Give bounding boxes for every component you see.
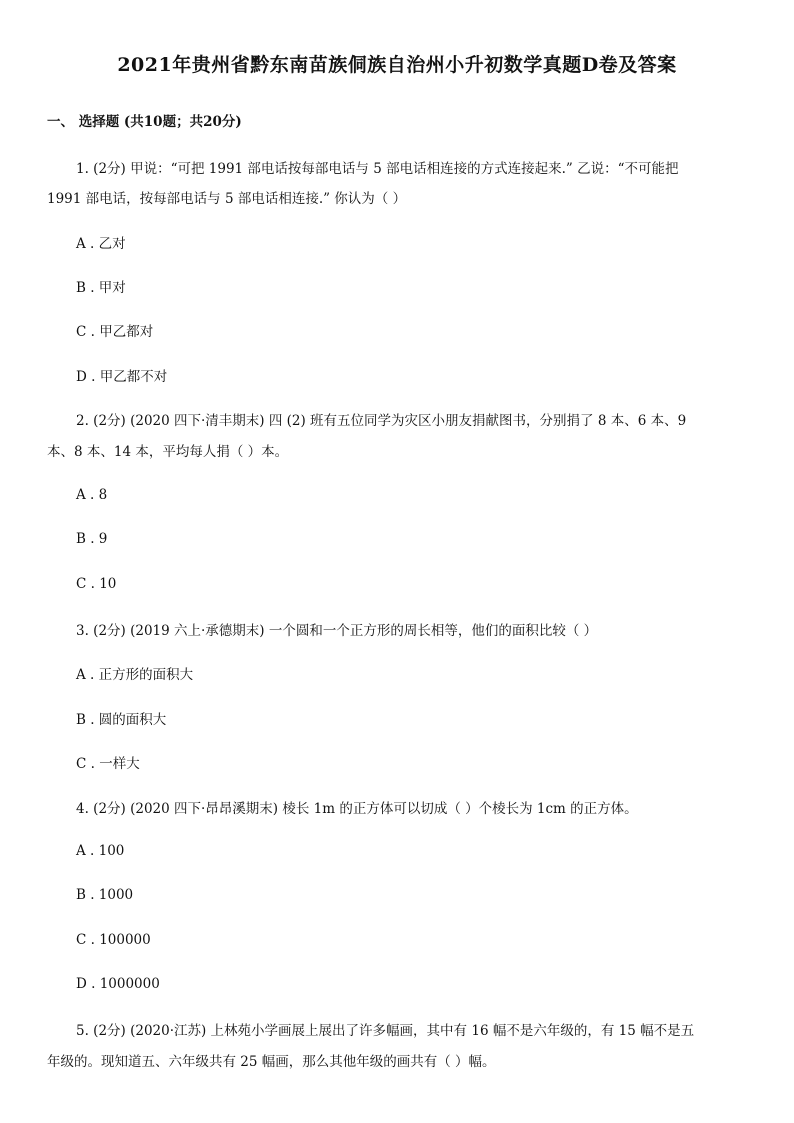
question-4-option-a: A . 100	[76, 843, 125, 859]
question-2-option-b: B . 9	[76, 531, 108, 547]
question-1-option-a: A . 乙对	[76, 236, 126, 252]
question-1-option-b: B . 甲对	[76, 280, 126, 296]
question-3-option-c: C . 一样大	[76, 756, 140, 772]
question-1-option-d: D . 甲乙都不对	[76, 369, 168, 385]
question-1-text-cont: 1991 部电话，按每部电话与 5 部电话相连接.” 你认为（ ）	[47, 191, 407, 207]
question-4-option-c: C . 100000	[76, 932, 151, 948]
section-heading: 一、 选择题 (共10题；共20分)	[47, 114, 242, 130]
question-4-option-b: B . 1000	[76, 887, 134, 903]
question-5-text-cont: 年级的。现知道五、六年级共有 25 幅画，那么其他年级的画共有（ ）幅。	[47, 1054, 496, 1070]
question-4-option-d: D . 1000000	[76, 976, 160, 992]
question-4-text: 4. (2分) (2020 四下·昂昂溪期末) 棱长 1m 的正方体可以切成（ ）个棱长为 1cm 的正方体。	[76, 801, 638, 817]
question-1-text: 1. (2分) 甲说：“可把 1991 部电话按每部电话与 5 部电话相连接的方式连接起来.” 乙说：“不可能把	[76, 161, 679, 177]
question-1-option-c: C . 甲乙都对	[76, 324, 154, 340]
question-2-text: 2. (2分) (2020 四下·清丰期末) 四 (2) 班有五位同学为灾区小朋友捐献图书，分别捐了 8 本、6 本、9	[76, 413, 687, 429]
question-2-option-a: A . 8	[76, 487, 108, 503]
page-title: 2021年贵州省黔东南苗族侗族自治州小升初数学真题D卷及答案	[117, 54, 677, 76]
question-3-option-b: B . 圆的面积大	[76, 712, 167, 728]
question-2-text-cont: 本、8 本、14 本，平均每人捐（ ）本。	[47, 444, 289, 460]
question-3-text: 3. (2分) (2019 六上·承德期末) 一个圆和一个正方形的周长相等，他们的面积比较（ ）	[76, 623, 598, 639]
question-5-text: 5. (2分) (2020·江苏) 上林苑小学画展上展出了许多幅画，其中有 16 幅不是六年级的，有 15 幅不是五	[76, 1023, 695, 1039]
question-3-option-a: A . 正方形的面积大	[76, 667, 194, 683]
question-2-option-c: C . 10	[76, 576, 117, 592]
